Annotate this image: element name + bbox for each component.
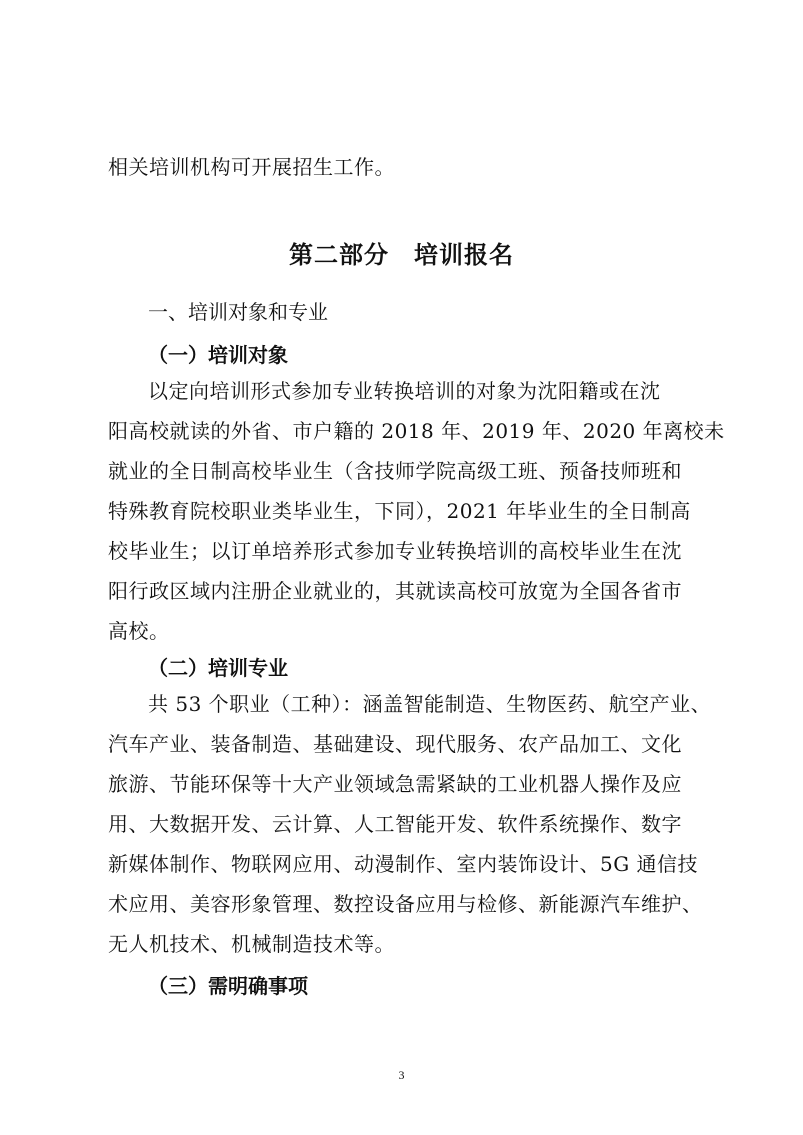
paragraph-line: 以定向培训形式参加专业转换培训的对象为沈阳籍或在沈 bbox=[148, 379, 661, 403]
paragraph-line: 用、大数据开发、云计算、人工智能开发、软件系统操作、数字 bbox=[108, 812, 682, 836]
paragraph-line: 阳行政区域内注册企业就业的，其就读高校可放宽为全国各省市 bbox=[108, 579, 682, 603]
paragraph-line: 校毕业生；以订单培养形式参加专业转换培训的高校毕业生在沈 bbox=[108, 539, 682, 563]
subsection-heading: （二）培训专业 bbox=[148, 656, 288, 680]
paragraph-line: 汽车产业、装备制造、基础建设、现代服务、农产品加工、文化 bbox=[108, 732, 682, 756]
paragraph-line: 就业的全日制高校毕业生（含技师学院高级工班、预备技师班和 bbox=[108, 459, 682, 483]
paragraph-line: 特殊教育院校职业类毕业生，下同），2021 年毕业生的全日制高 bbox=[108, 499, 691, 523]
paragraph-line: 无人机技术、机械制造技术等。 bbox=[108, 932, 395, 956]
paragraph-line: 共 53 个职业（工种）：涵盖智能制造、生物医药、航空产业、 bbox=[148, 692, 712, 716]
subsection-heading: （一）培训对象 bbox=[148, 343, 288, 367]
subsection-heading: （三）需明确事项 bbox=[148, 974, 308, 998]
paragraph-line: 高校。 bbox=[108, 619, 170, 643]
paragraph-line: 新媒体制作、物联网应用、动漫制作、室内装饰设计、5G 通信技 bbox=[108, 852, 699, 876]
page-number: 3 bbox=[398, 1068, 405, 1082]
paragraph-line: 旅游、节能环保等十大产业领域急需紧缺的工业机器人操作及应 bbox=[108, 772, 682, 796]
part-title: 第二部分 培训报名 bbox=[289, 241, 514, 269]
section-heading: 一、培训对象和专业 bbox=[148, 300, 328, 324]
paragraph-line: 阳高校就读的外省、市户籍的 2018 年、2019 年、2020 年离校未 bbox=[108, 419, 725, 443]
paragraph-line: 相关培训机构可开展招生工作。 bbox=[108, 155, 395, 179]
paragraph-line: 术应用、美容形象管理、数控设备应用与检修、新能源汽车维护、 bbox=[108, 892, 703, 916]
